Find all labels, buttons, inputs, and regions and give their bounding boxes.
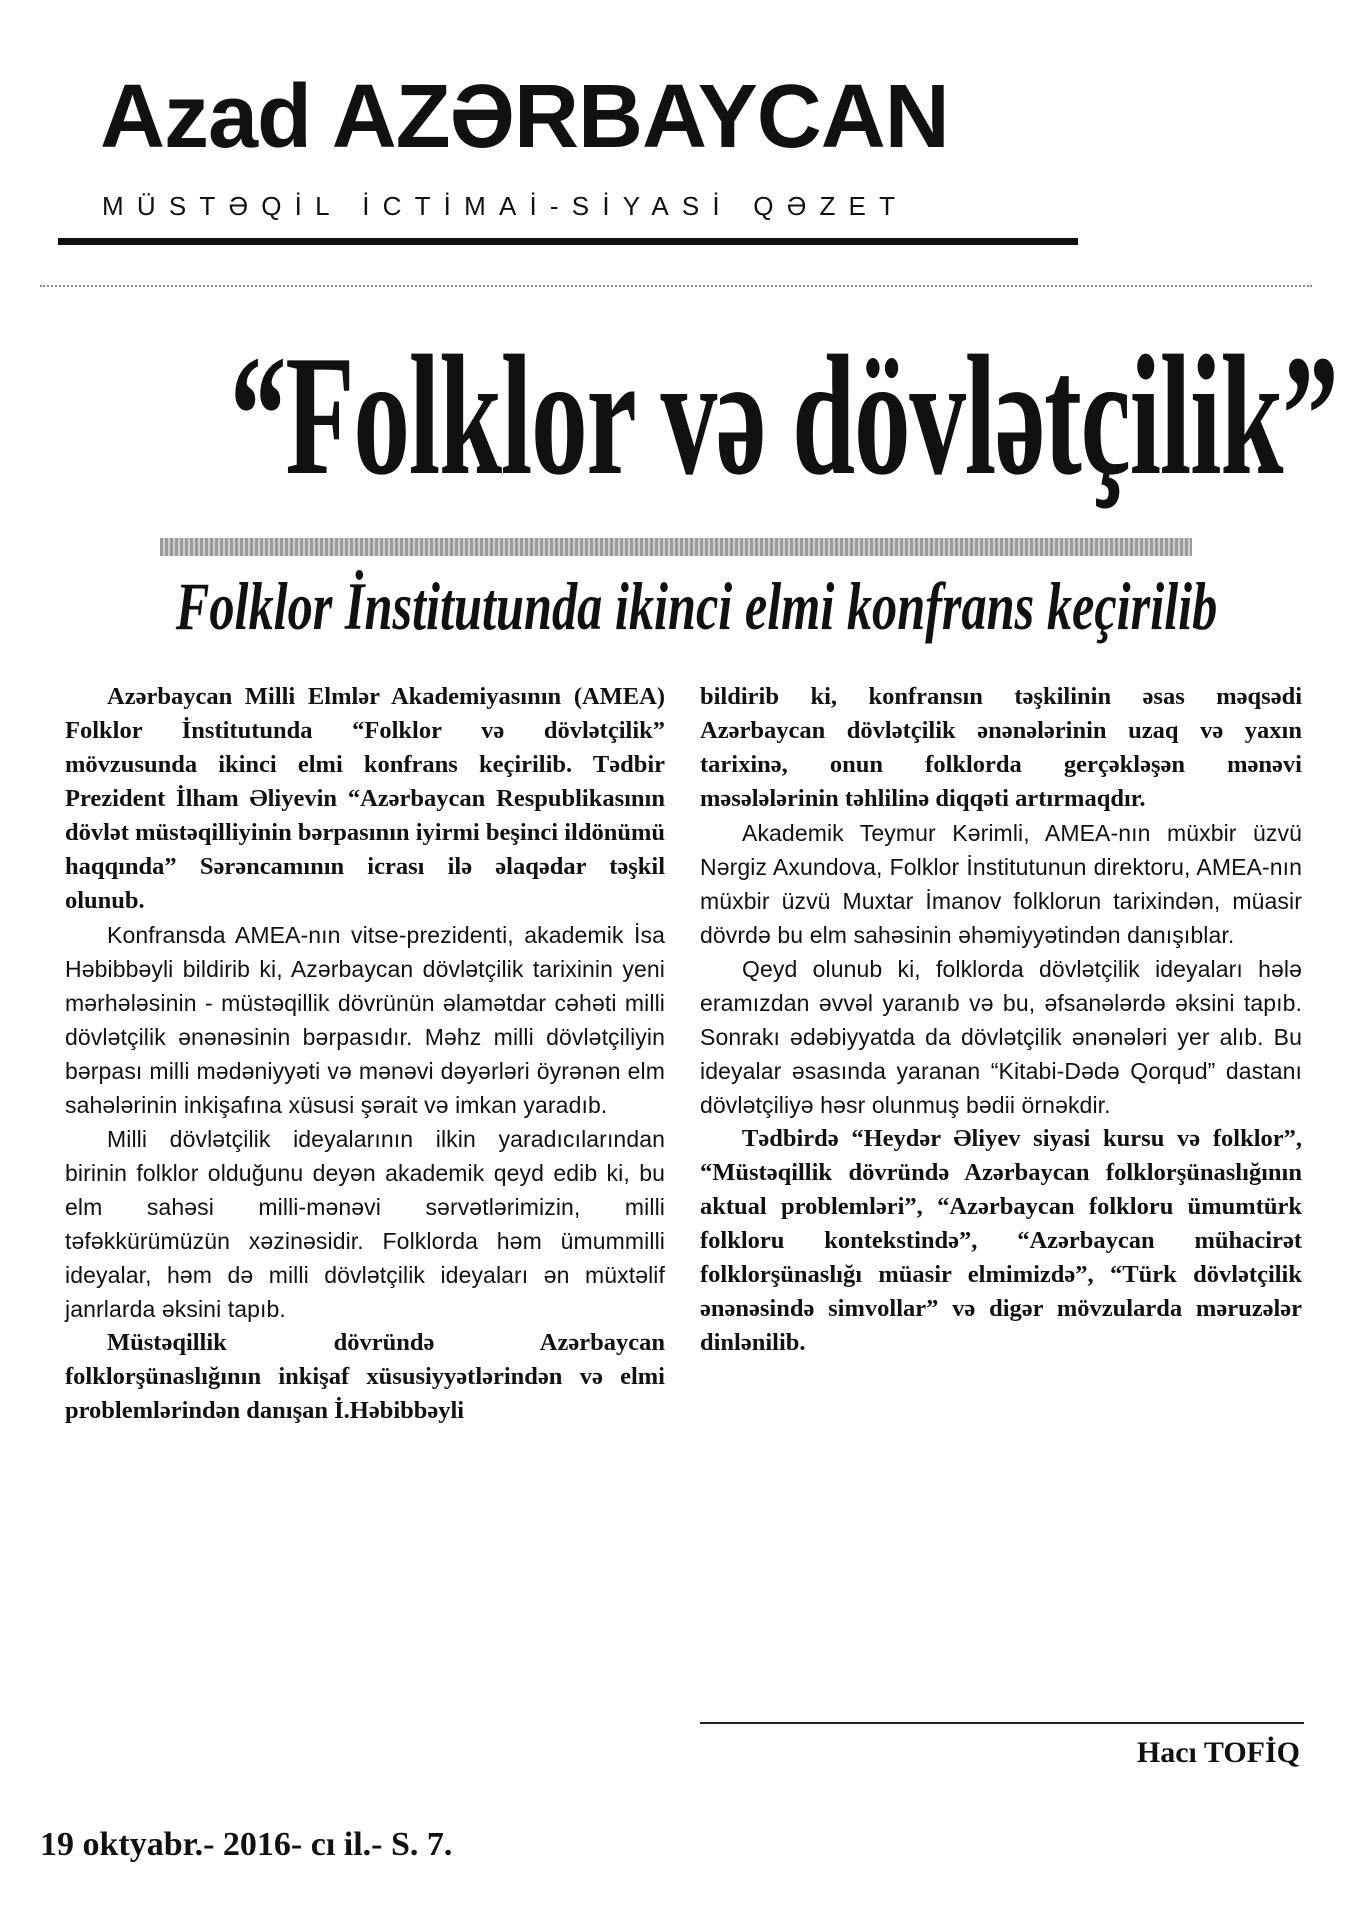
article-headline: “Folklor və dövlətçilik” xyxy=(229,321,1338,511)
article-left-column xyxy=(65,680,665,1428)
article-subheadline: Folklor İnstitutunda ikinci elmi konfrans keçirilib xyxy=(175,568,1218,644)
article-paragraph: Qeyd olunub ki, folklorda dövlətçilik ideyaları hələ eramızdan əvvəl yaranıb və bu, əfsanələrdə əksini tapıb. Sonrakı ədəbiyyatda da dövlətçilik ənənələri yer alıb. Bu ideyalar əsasında yaranan “Kitabi-Dədə Qorqud” dastanı dövlətçiliyə həsr olunmuş bədii örnəkdir. xyxy=(700,956,1302,1118)
article-author: Hacı TOFİQ xyxy=(1136,1736,1300,1769)
masthead-subtitle: MÜSTƏQİL İCTİMAİ-SİYASİ QƏZET xyxy=(102,191,909,221)
article-paragraph: Milli dövlətçilik ideyalarının ilkin yaradıcılarından birinin folklor olduğunu deyən akademik qeyd edib ki, bu elm sahəsi milli-mənəvi sərvətlərimizin, milli təfəkkürümüzün xəzinəsidir. Folklorda həm ümummilli ideyalar, həm də milli dövlətçilik ideyaları ən müxtəlif janrlarda əksini tapıb. xyxy=(65,1126,665,1322)
article-paragraph: Akademik Teymur Kərimli, AMEA-nın müxbir üzvü Nərgiz Axundova, Folklor İnstitutunun direktoru, AMEA-nın müxbir üzvü Muxtar İmanov folklorun tarixindən, müasir dövrdə bu elm sahəsinin əhəmiyyətindən danışıblar. xyxy=(700,820,1302,948)
article-paragraph: Müstəqillik dövründə Azərbaycan folklorşünaslığının inkişaf xüsusiyyətlərindən və elmi problemlərindən danışan İ.Həbibbəyli xyxy=(65,1329,665,1424)
article-paragraph: bildirib ki, konfransın təşkilinin əsas məqsədi Azərbaycan dövlətçilik ənənələrinin uzaq və yaxın tarixinə, onun folklorda gerçəkləşən mənəvi məsələlərinin təhlilinə diqqəti artırmaqdır. xyxy=(700,683,1302,812)
masthead-divider xyxy=(58,238,1078,245)
dotted-divider xyxy=(40,285,1312,287)
article-paragraph: Konfransda AMEA-nın vitse-prezidenti, akademik İsa Həbibbəyli bildirib ki, Azərbaycan dövlətçilik tarixinin yeni mərhələsinin - müstəqillik dövrünün əlamətdar cəhəti milli dövlətçilik ənənəsinin bərpasıdır. Məhz milli dövlətçiliyin bərpası milli mədəniyyəti və mənəvi dəyərləri öyrənən elm sahələrinin inkişafına xüsusi şərait və imkan yaradıb. xyxy=(65,922,665,1118)
masthead-title: Azad AZƏRBAYCAN xyxy=(100,67,949,167)
article-right-column xyxy=(700,680,1302,1360)
author-divider xyxy=(700,1722,1304,1724)
publication-dateline: 19 oktyabr.- 2016- cı il.- S. 7. xyxy=(40,1826,453,1863)
article-paragraph: Azərbaycan Milli Elmlər Akademiyasının (AMEA) Folklor İnstitutunda “Folklor və dövlətçilik” mövzusunda ikinci elmi konfrans keçirilib. Tədbir Prezident İlham Əliyevin “Azərbaycan Respublikasının dövlət müstəqilliyinin bərpasının iyirmi beşinci ildönümü haqqında” Sərəncamının icrası ilə əlaqədar təşkil olunub. xyxy=(65,683,665,914)
headline-underline-band xyxy=(160,538,1192,556)
article-paragraph: Tədbirdə “Heydər Əliyev siyasi kursu və folklor”, “Müstəqillik dövründə Azərbaycan folklorşünaslığının aktual problemləri”, “Azərbaycan folkloru ümumtürk folkloru kontekstində”, “Azərbaycan mühacirət folklorşünaslığı müasir elmimizdə”, “Türk dövlətçilik ənənəsində simvollar” və digər mövzularda məruzələr dinlənilib. xyxy=(700,1125,1302,1356)
